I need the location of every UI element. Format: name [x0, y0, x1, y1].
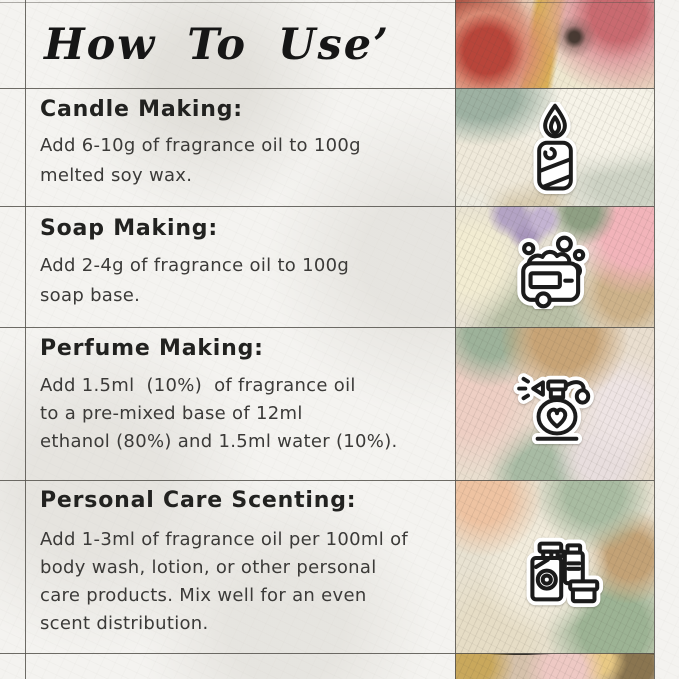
section-body-candle	[40, 131, 450, 191]
perfume-atomizer-icon	[513, 356, 601, 444]
divider-title-candle	[0, 88, 654, 89]
body-line: Add 6-10g of fragrance oil to 100g	[40, 135, 361, 156]
section-heading-candle: Candle Making:	[40, 97, 243, 122]
border-strip-left	[455, 0, 456, 679]
body-line: melted soy wax.	[40, 165, 193, 186]
body-line: Add 1-3ml of fragrance oil per 100ml of	[40, 529, 409, 550]
body-line: soap base.	[40, 285, 141, 306]
divider-top-edge	[0, 2, 654, 3]
body-line: Add 2-4g of fragrance oil to 100g	[40, 255, 350, 276]
page-title: How To Use’	[44, 20, 391, 70]
section-heading-soap: Soap Making:	[40, 216, 218, 241]
sketch-texture	[455, 0, 654, 88]
section-body-soap	[40, 251, 450, 311]
sketch-texture	[455, 653, 654, 679]
section-body-perfume	[40, 372, 450, 456]
divider-soap-perfume	[0, 327, 654, 328]
section-heading-personal-care: Personal Care Scenting:	[40, 488, 357, 513]
rose-collage-bottom	[455, 653, 654, 679]
soap-bar-icon	[512, 223, 604, 309]
toiletries-icon	[518, 522, 608, 612]
section-body-personal-care	[40, 526, 450, 638]
rose-collage-top	[455, 0, 654, 88]
body-line: body wash, lotion, or other personal	[40, 557, 377, 578]
body-line: care products. Mix well for an even	[40, 585, 367, 606]
body-line: to a pre-mixed base of 12ml	[40, 403, 303, 424]
body-line: Add 1.5ml (10%) of fragrance oil	[40, 375, 356, 396]
candle-icon	[511, 102, 599, 194]
border-strip-right	[654, 0, 655, 679]
divider-care-bottom	[0, 653, 654, 654]
section-heading-perfume: Perfume Making:	[40, 336, 264, 361]
body-line: ethanol (80%) and 1.5ml water (10%).	[40, 431, 398, 452]
divider-perfume-care	[0, 480, 654, 481]
divider-candle-soap	[0, 206, 654, 207]
body-line: scent distribution.	[40, 613, 209, 634]
border-left	[25, 0, 26, 679]
